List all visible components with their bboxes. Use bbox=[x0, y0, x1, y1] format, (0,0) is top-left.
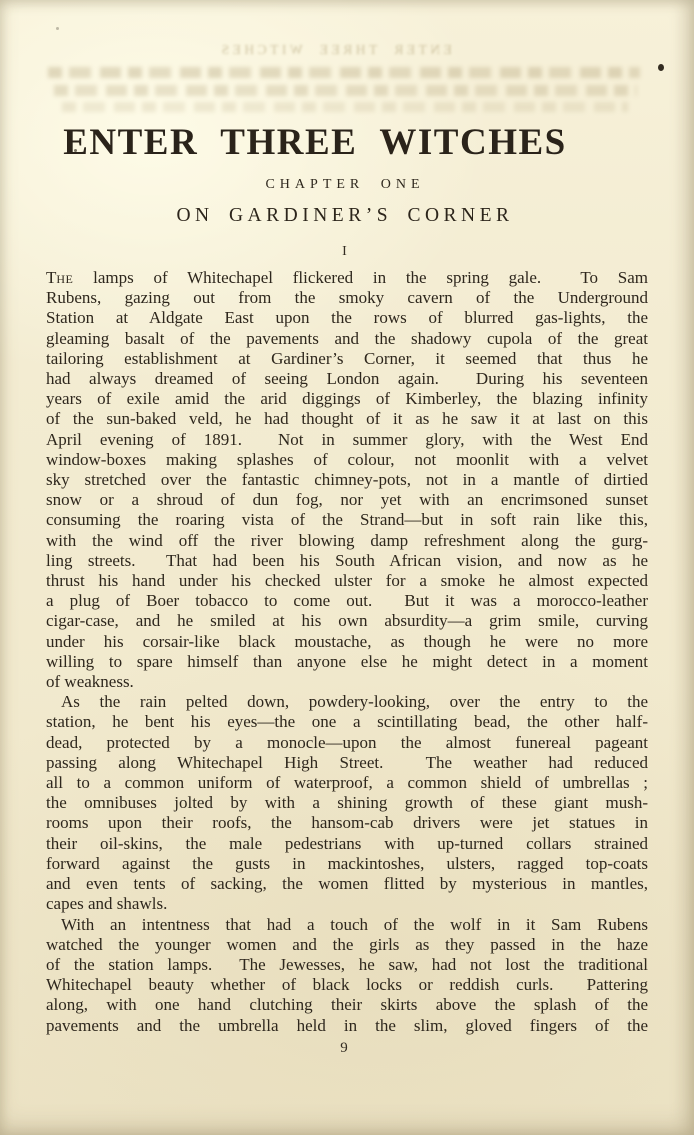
text-line: thrust his hand under his checked ulster for a smoke he almost expected bbox=[46, 571, 648, 591]
text-line: had always dreamed of seeing London again. During his seventeen bbox=[46, 369, 648, 389]
chapter-heading: CHAPTER ONE bbox=[265, 177, 425, 192]
text-line: with the wind off the river blowing damp refreshment along the gurg- bbox=[46, 530, 648, 550]
page-number: 9 bbox=[340, 1040, 348, 1056]
showthrough-text-line bbox=[48, 67, 640, 78]
text-line: rooms upon their roofs, the hansom-cab drivers were jet statues in bbox=[46, 813, 648, 833]
book-title: ENTER THREE WITCHES bbox=[63, 121, 567, 163]
text-line: forward against the gusts in mackintoshes, ulsters, ragged top-coats bbox=[46, 853, 648, 873]
text-line: along, with one hand clutching their skirts above the splash of the bbox=[46, 995, 648, 1015]
text-line: As the rain pelted down, powdery-looking, over the entry to the bbox=[61, 692, 648, 712]
text-line: and even tents of sacking, the women flitted by mysterious in mantles, bbox=[46, 874, 648, 894]
text-line: The lamps of Whitechapel flickered in the spring gale. To Sam bbox=[46, 268, 648, 287]
text-line: watched the younger women and the girls as they passed in the haze bbox=[46, 934, 648, 954]
showthrough-running-head: ENTER THREE WITCHES bbox=[218, 42, 452, 57]
text-line: the omnibuses jolted by with a shining growth of these giant mush- bbox=[46, 793, 648, 813]
text-line: cigar-case, and he smiled at his own absurdity—a grim smile, curving bbox=[46, 611, 648, 631]
text-line: station, he bent his eyes—the one a scintillating bead, the other half- bbox=[46, 712, 648, 732]
text-line: under his corsair-like black moustache, as though he were no more bbox=[46, 631, 648, 651]
section-number: I bbox=[342, 244, 348, 259]
section-heading: ON GARDINER’S CORNER bbox=[176, 205, 514, 226]
text-line: all to a common uniform of waterproof, a common shield of umbrellas ; bbox=[46, 773, 648, 793]
text-line: gleaming basalt of the pavements and the shadowy cupola of the great bbox=[46, 328, 648, 348]
text-line: their oil-skins, the male pedestrians with up-turned collars strained bbox=[46, 833, 648, 853]
ink-speck bbox=[658, 64, 664, 71]
text-line: capes and shawls. bbox=[46, 894, 168, 914]
paragraph bbox=[46, 268, 648, 692]
text-line: of the station lamps. The Jewesses, he saw, had not lost the traditional bbox=[46, 954, 648, 974]
text-line: With an intentness that had a touch of the wolf in it Sam Rubens bbox=[61, 914, 648, 934]
text-line: years of exile amid the arid diggings of Kimberley, the blazing infinity bbox=[46, 389, 648, 409]
ink-speck bbox=[56, 27, 59, 30]
text-line: willing to spare himself than anyone else he might detect in a moment bbox=[46, 651, 648, 671]
paragraph bbox=[46, 915, 648, 1036]
text-line: pavements and the umbrella held in the slim, gloved fingers of the bbox=[46, 1015, 648, 1035]
text-line: of the sun-baked veld, he had thought of it as he saw it at last on this bbox=[46, 409, 648, 429]
text-line: sky stretched over the fantastic chimney-pots, not in a mantle of dirtied bbox=[46, 470, 648, 490]
text-line: April evening of 1891. Not in summer glory, with the West End bbox=[46, 429, 648, 449]
page-body bbox=[46, 268, 648, 1036]
text-line: Station at Aldgate East upon the rows of blurred gas-lights, the bbox=[46, 308, 648, 328]
text-line: consuming the roaring vista of the Strand—but in soft rain like this, bbox=[46, 510, 648, 530]
paragraph bbox=[46, 692, 648, 914]
text-line: Rubens, gazing out from the smoky cavern of the Underground bbox=[46, 288, 648, 308]
text-line: dead, protected by a monocle—upon the almost funereal pageant bbox=[46, 732, 648, 752]
text-line: ling streets. That had been his South African vision, and now as he bbox=[46, 550, 648, 570]
showthrough-text-line bbox=[54, 85, 637, 96]
text-line: window-boxes making splashes of colour, not moonlit with a velvet bbox=[46, 449, 648, 469]
text-line: a plug of Boer tobacco to come out. But it was a morocco-leather bbox=[46, 591, 648, 611]
text-line: tailoring establishment at Gardiner’s Corner, it seemed that thus he bbox=[46, 348, 648, 368]
text-line: Whitechapel beauty whether of black locks or reddish curls. Pattering bbox=[46, 975, 648, 995]
text-line: passing along Whitechapel High Street. The weather had reduced bbox=[46, 752, 648, 772]
text-line: snow or a shroud of dun fog, nor yet with an encrimsoned sunset bbox=[46, 490, 648, 510]
showthrough-text-line bbox=[62, 102, 628, 112]
text-line: of weakness. bbox=[46, 672, 134, 692]
